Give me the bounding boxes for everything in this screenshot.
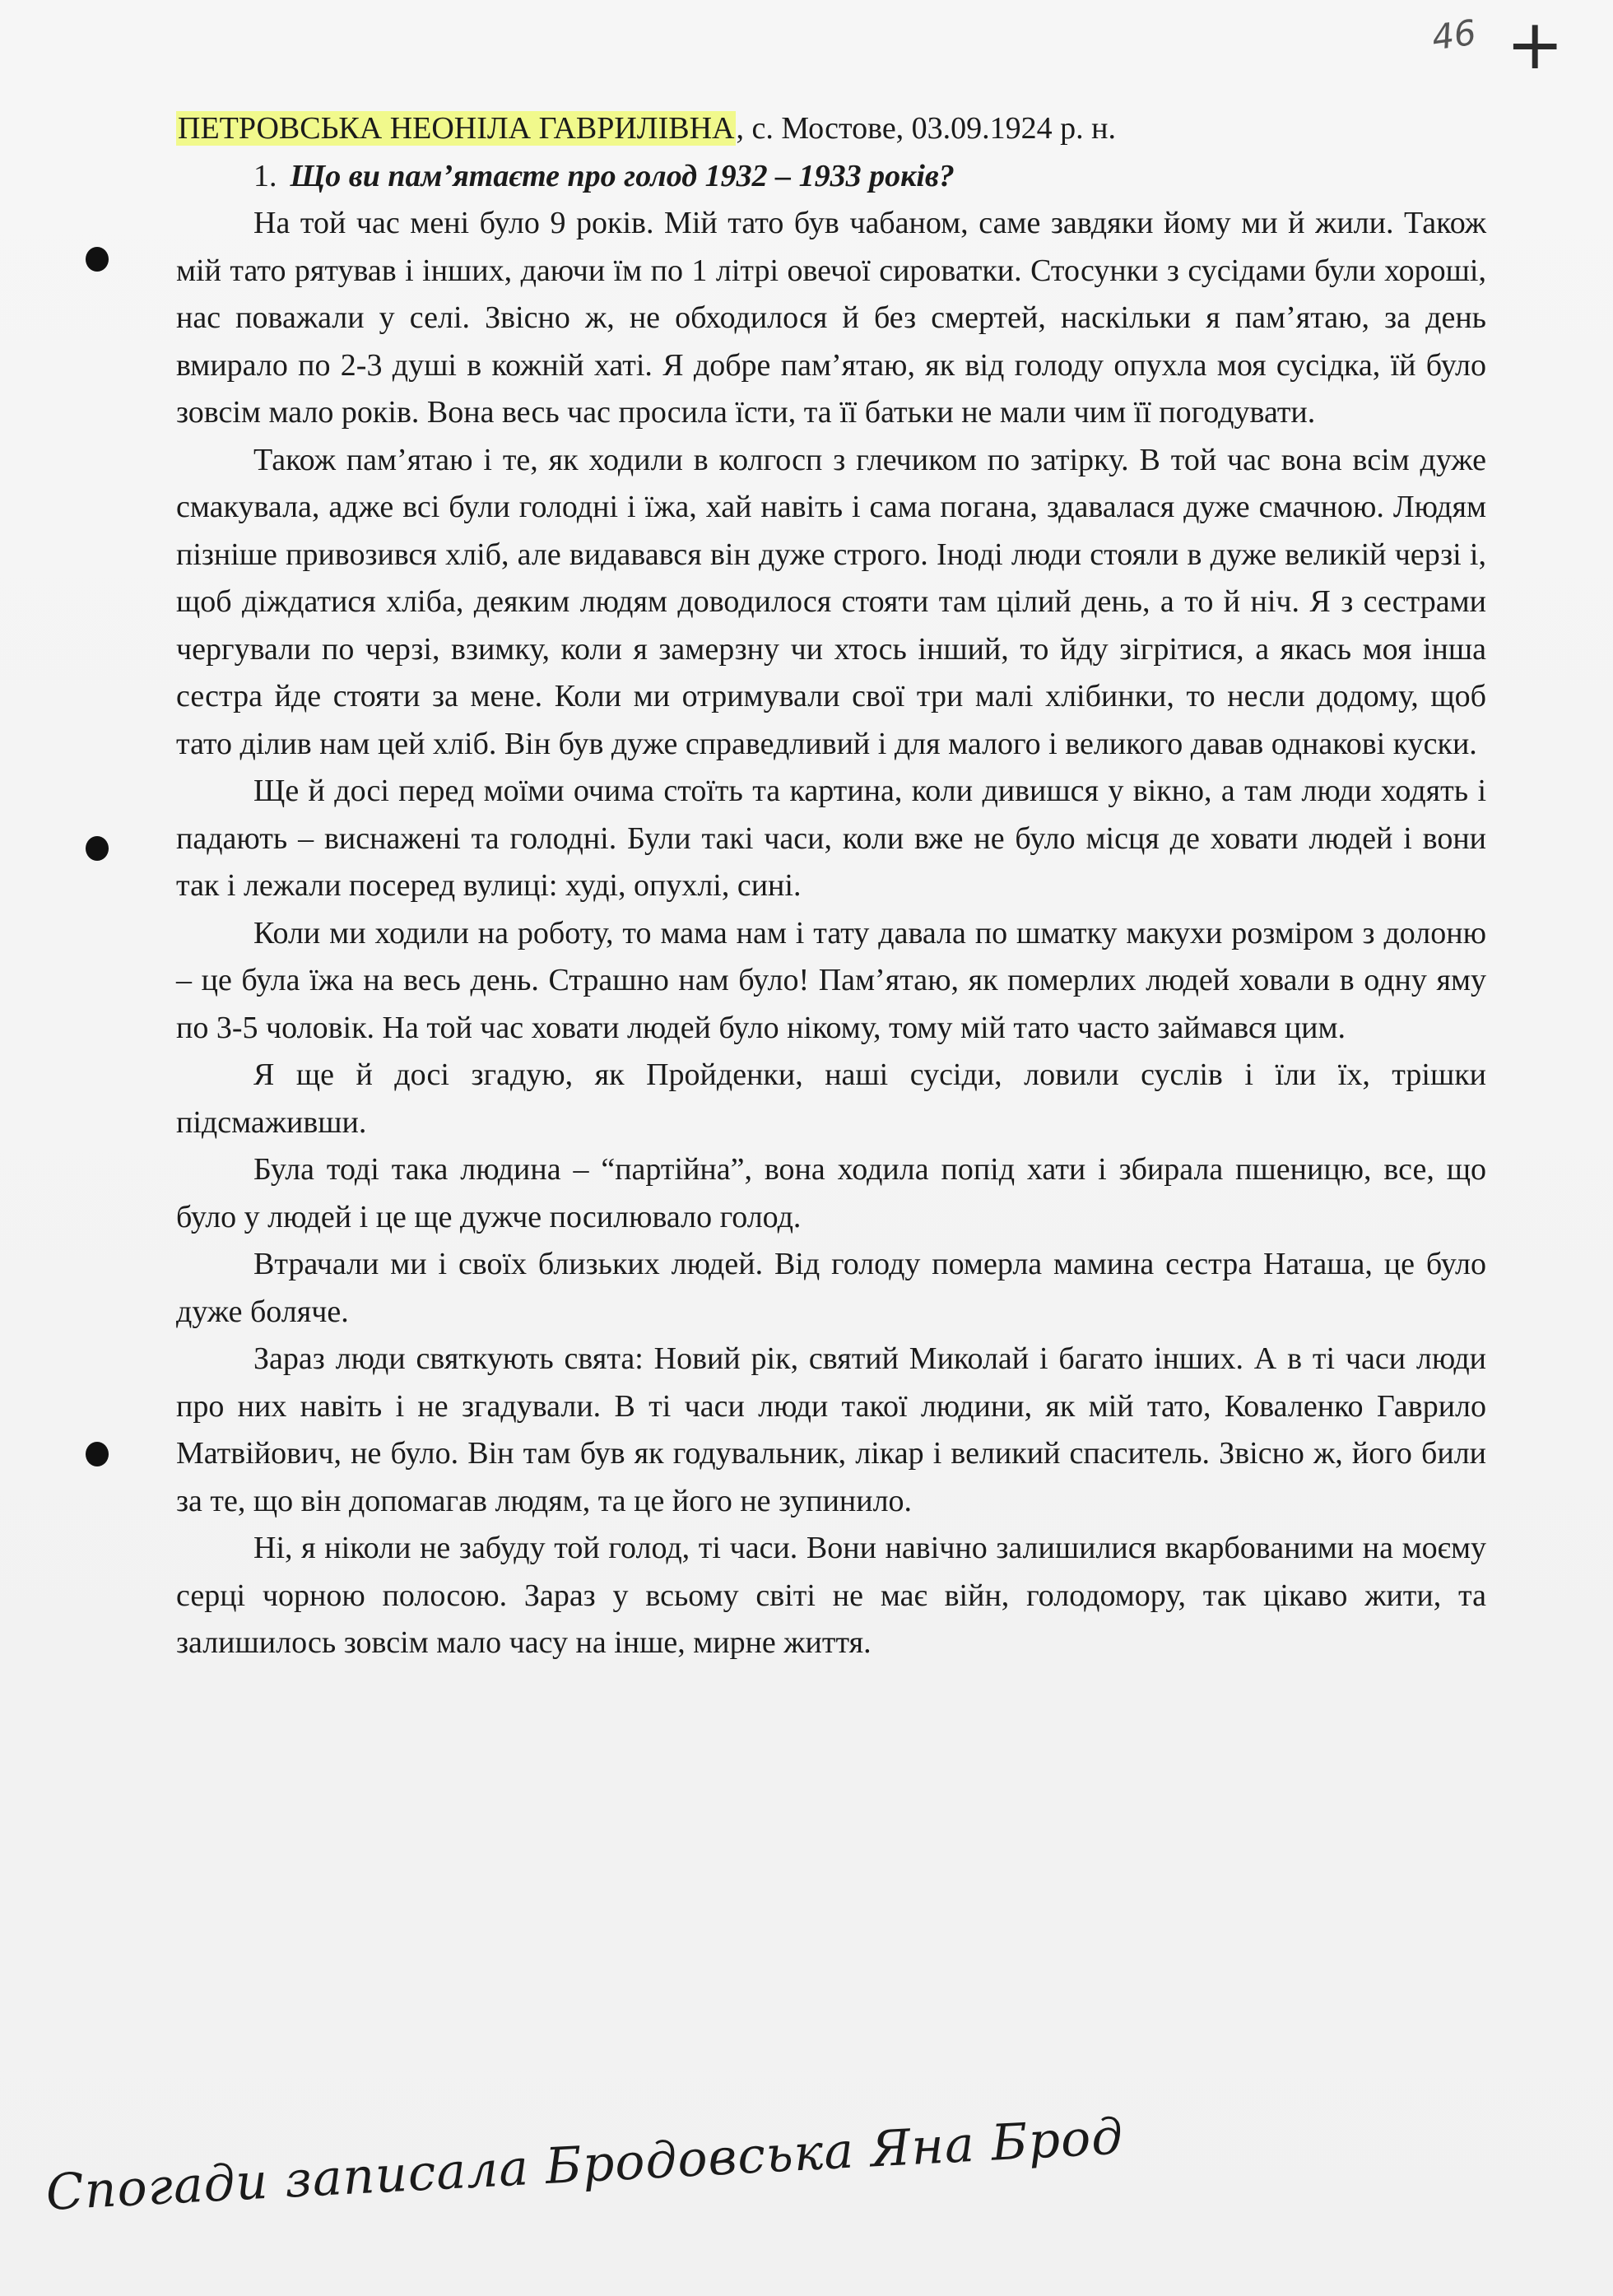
question-text: Що ви пам’ятаєте про голод 1932 – 1933 років? (290, 158, 955, 193)
paragraph: Ні, я ніколи не забуду той голод, ті часи. Вони навічно залишилися вкарбованими на моєму серці чорною полосою. Зараз у всьому світі не має війн, голодомору, так цікаво жити, та залишилось зовсім мало часу на інше, мирне життя. (176, 1531, 1486, 1660)
paragraph: Була тоді така людина – “партійна”, вона ходила попід хати і збирала пшеницю, все, що було у людей і це ще дужче посилювало голод. (176, 1152, 1486, 1234)
question-number: 1. (253, 158, 277, 193)
paragraph: На той час мені було 9 років. Мій тато був чабаном, саме завдяки йому ми й жили. Також мій тато рятував і інших, даючи їм по 1 літрі овечої сироватки. Стосунки з сусідами були хороші, нас поважали у селі. Звісно ж, не обходилося й без смертей, наскільки я пам’ятаю, за день вмирало по 2-3 душі в кожній хаті. Я добре пам’ятаю, як від голоду опухла моя сусідка, їй було зовсім мало років. Вона весь час просила їсти, та її батьки не мали чим її погодувати. (176, 206, 1486, 430)
question-heading (253, 153, 1486, 201)
paragraph: Також пам’ятаю і те, як ходили в колгосп з глечиком по затірку. В той час вона всім дуже смакувала, адже всі були голодні і їжа, хай навіть і сама погана, здавалася дуже смачною. Людям пізніше привозився хліб, але видавався він дуже строго. Іноді люди стояли в дуже великій черзі і, щоб діждатися хліба, деяким людям доводилося стояти там цілий день, а то й ніч. Я з сестрами чергували по черзі, взимку, коли я замерзну чи хтось інший, то йду зігрітися, а якась моя інша сестра йде стояти за мене. Коли ми отримували свої три малі хлібинки, то несли додому, щоб тато ділив нам цей хліб. Він був дуже справедливий і для малого і великого давав однакові куски. (176, 442, 1486, 761)
respondent-name: ПЕТРОВСЬКА НЕОНІЛА ГАВРИЛІВНА (178, 111, 735, 146)
signature-text: Спогади записала Бродовська Яна Брод (44, 2108, 1125, 2222)
paragraph: Втрачали ми і своїх близьких людей. Від голоду померла мамина сестра Наташа, це було дуже боляче. (176, 1247, 1486, 1329)
paragraph: Ще й досі перед моїми очима стоїть та картина, коли дивишся у вікно, а там люди ходять і падають – виснажені та голодні. Були такі часи, коли вже не було місця де ховати людей і вони так і лежали посеред вулиці: худі, опухлі, сині. (176, 774, 1486, 903)
paragraph: Коли ми ходили на роботу, то мама нам і тату давала по шматку макухи розміром з долоню – це була їжа на весь день. Страшно нам було! Пам’ятаю, як померлих людей ховали в одну яму по 3-5 чоловік. На той час ховати людей було нікому, тому мій тато часто займався цим. (176, 915, 1486, 1045)
respondent-details: , с. Мостове, 03.09.1924 р. н. (736, 111, 1117, 146)
punch-hole (86, 836, 109, 861)
handwritten-signature (44, 2108, 1125, 2222)
paragraph: Я ще й досі згадую, як Пройденки, наші сусіди, ловили суслів і їли їх, трішки підсмаживши. (176, 1057, 1486, 1140)
paragraph: Зараз люди святкують свята: Новий рік, святий Миколай і багато інших. А в ті часи люди про них навіть і не згадували. В ті часи люди такої людини, як мій тато, Коваленко Гаврило Матвійович, не було. Він там був як годувальник, лікар і великий спаситель. Звісно ж, його били за те, що він допомагав людям, та це його не зупинило. (176, 1341, 1486, 1518)
punch-hole (86, 247, 109, 272)
document-body (176, 105, 1486, 1667)
page-number: 46 (1429, 12, 1479, 58)
punch-hole (86, 1442, 109, 1466)
corner-plus-mark: + (1506, 4, 1564, 85)
respondent-header (176, 105, 1486, 153)
